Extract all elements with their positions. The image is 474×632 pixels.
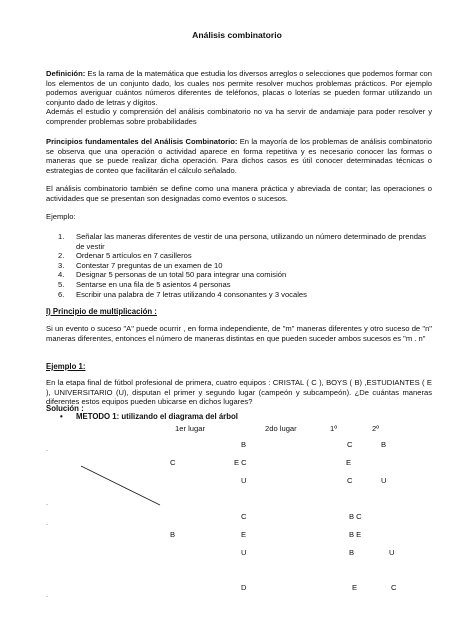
header-first-short: 1º bbox=[330, 424, 337, 433]
tree-cell: C bbox=[347, 476, 353, 485]
list-item: 1. Señalar las maneras diferentes de vestir de una persona, utilizando un número determinado de prendas de vestir bbox=[58, 232, 426, 251]
tree-cell: U bbox=[241, 548, 247, 557]
solution-label: Solución : bbox=[46, 404, 84, 413]
tree-cell: D bbox=[241, 583, 247, 592]
tree-cell: E bbox=[346, 458, 352, 467]
margin-mark: . bbox=[46, 520, 48, 527]
tree-cell: B C bbox=[349, 512, 362, 521]
tree-cell: C bbox=[391, 583, 397, 592]
list-item: 6. Escribir una palabra de 7 letras utilizando 4 consonantes y 3 vocales bbox=[58, 289, 307, 299]
tree-cell: B E bbox=[349, 530, 362, 539]
bullet-dot: • bbox=[60, 412, 63, 421]
tree-cell: C bbox=[241, 512, 247, 521]
principles-text: En la mayoría de los problemas de análisis combinatorio se observa que una operación o actividad aparece en forma repetitiva y es necesario conocer las formas o maneras que se puede realizar dicha operación. Para dichos casos es útil conocer determinadas técnicas o estrategias de conteo que facilitarán el cálculo señalado. bbox=[46, 137, 432, 175]
margin-mark: . bbox=[46, 446, 48, 453]
example-1-text: En la etapa final de fútbol profesional de primera, cuatro equipos : CRISTAL ( C ), BOYS ( B) ,ESTUDIANTES ( E ), UNIVERSITARIO (U), disputan el primer y segundo lugar (campeón y subcampeón). ¿De cuántas maneras diferentes estos equipos pueden ubicarse en dichos lugares? bbox=[46, 378, 432, 407]
tree-cell: B bbox=[241, 440, 247, 449]
page-title: Análisis combinatorio bbox=[192, 30, 282, 40]
margin-mark: . bbox=[46, 500, 48, 507]
tree-cell: C bbox=[347, 440, 353, 449]
example-label: Ejemplo: bbox=[46, 212, 76, 221]
header-first-place: 1er lugar bbox=[175, 424, 205, 433]
header-second-short: 2º bbox=[372, 424, 379, 433]
tree-cell: C bbox=[170, 458, 176, 467]
tree-cell: B bbox=[349, 548, 355, 557]
tree-cell: U bbox=[241, 476, 247, 485]
list-item: 3. Contestar 7 preguntas de un examen de 10 bbox=[58, 260, 223, 270]
principles-paragraph-2: El análisis combinatorio también se define como una manera práctica y abreviada de contar; las operaciones o actividades que se presentan son designadas como eventos o sucesos. bbox=[46, 184, 432, 203]
tree-cell: E bbox=[352, 583, 358, 592]
list-item: 5. Sentarse en una fila de 5 asientos 4 personas bbox=[58, 279, 231, 289]
multiplication-principle-text: Si un evento o suceso "A" puede ocurrir , en forma independiente, de "m" maneras diferentes y otro suceso de "n" maneras diferentes, entonces el número de maneras distintas en que pueden suceder ambos sucesos es "m . n" bbox=[46, 324, 432, 343]
tree-cell: E bbox=[241, 530, 247, 539]
tree-cell: U bbox=[389, 548, 395, 557]
method-1-label: METODO 1: utilizando el diagrama del árbol bbox=[76, 412, 238, 421]
list-item: 4. Designar 5 personas de un total 50 para integrar una comisión bbox=[58, 270, 287, 280]
tree-cell: B bbox=[381, 440, 387, 449]
tree-cell: E C bbox=[234, 458, 247, 467]
definition-text-2: Además el estudio y comprensión del análisis combinatorio no va ha servir de andamiaje para poder resolver y comprender problemas sobre probabilidades bbox=[46, 107, 432, 126]
list-item: 2. Ordenar 5 artículos en 7 casilleros bbox=[58, 251, 192, 261]
tree-cell: U bbox=[381, 476, 387, 485]
margin-mark: . bbox=[46, 592, 48, 599]
header-second-place: 2do lugar bbox=[265, 424, 297, 433]
definition-label: Definición: bbox=[46, 69, 86, 78]
example-1-heading: Ejemplo 1: bbox=[46, 362, 86, 371]
principles-label: Principios fundamentales del Análisis Combinatorio: bbox=[46, 137, 238, 146]
multiplication-principle-heading: I) Principio de multiplicación : bbox=[46, 307, 157, 316]
tree-cell: B bbox=[170, 530, 176, 539]
definition-text: Es la rama de la matemática que estudia los diversos arreglos o selecciones que podemos formar con los elementos de un conjunto dado, los cuales nos permite resolver muchos problemas prácticos. Por ejemplo podemos averiguar cuántos números diferentes de teléfonos, placas o loterías se pueden formar utilizando un conjunto dado de letras y dígitos. bbox=[46, 69, 432, 107]
